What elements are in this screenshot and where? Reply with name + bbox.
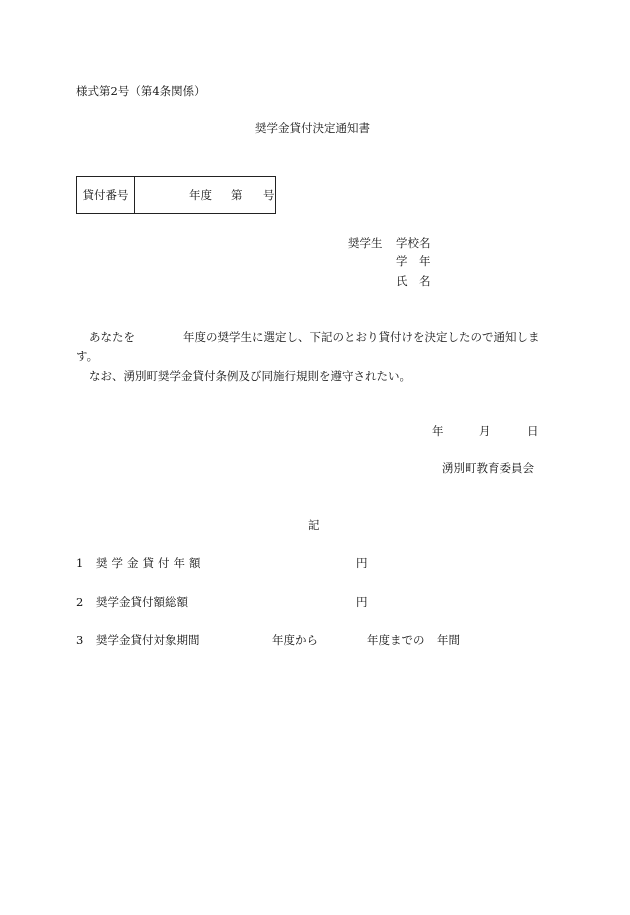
ki-heading: 記	[308, 518, 320, 532]
body-line-2: す。	[76, 349, 99, 363]
student-name-label: 氏 名	[396, 274, 431, 288]
item-3-to: 年度までの	[367, 633, 425, 647]
form-number: 様式第2号（第4条関係）	[76, 84, 206, 98]
item-3-number: 3	[76, 633, 84, 647]
item-3-from: 年度から	[272, 633, 318, 647]
item-1-unit: 円	[356, 556, 368, 570]
body-line-1-rest: 年度の奨学生に選定し、下記のとおり貸付けを決定したので通知しま	[183, 330, 540, 344]
date-month: 月	[479, 424, 491, 438]
loan-number-value	[135, 177, 275, 213]
body-line-3: なお、湧別町奨学金貸付条例及び同施行規則を遵守されたい。	[89, 369, 411, 383]
document-title: 奨学金貸付決定通知書	[255, 121, 370, 135]
school-name-label: 学校名	[396, 236, 431, 250]
item-3-label: 奨学金貸付対象期間	[96, 633, 200, 647]
date-day: 日	[527, 424, 539, 438]
date-year: 年	[432, 424, 444, 438]
loan-number-label: 貸付番号	[77, 177, 135, 213]
loan-number-box	[76, 176, 276, 214]
body-line-1-start: あなたを	[89, 330, 135, 344]
item-2-label: 奨学金貸付額総額	[96, 595, 188, 609]
item-1-number: 1	[76, 556, 84, 570]
loan-number-go: 号	[263, 188, 275, 202]
grade-label: 学 年	[396, 254, 431, 268]
loan-number-dai: 第	[231, 188, 243, 202]
item-1-label: 奨学金貸付年額	[96, 556, 205, 570]
item-2-unit: 円	[356, 595, 368, 609]
recipient-role: 奨学生	[348, 236, 383, 250]
item-3-years: 年間	[437, 633, 460, 647]
item-2-number: 2	[76, 595, 84, 609]
issuer-name: 湧別町教育委員会	[442, 461, 534, 475]
loan-number-year: 年度	[189, 188, 212, 202]
